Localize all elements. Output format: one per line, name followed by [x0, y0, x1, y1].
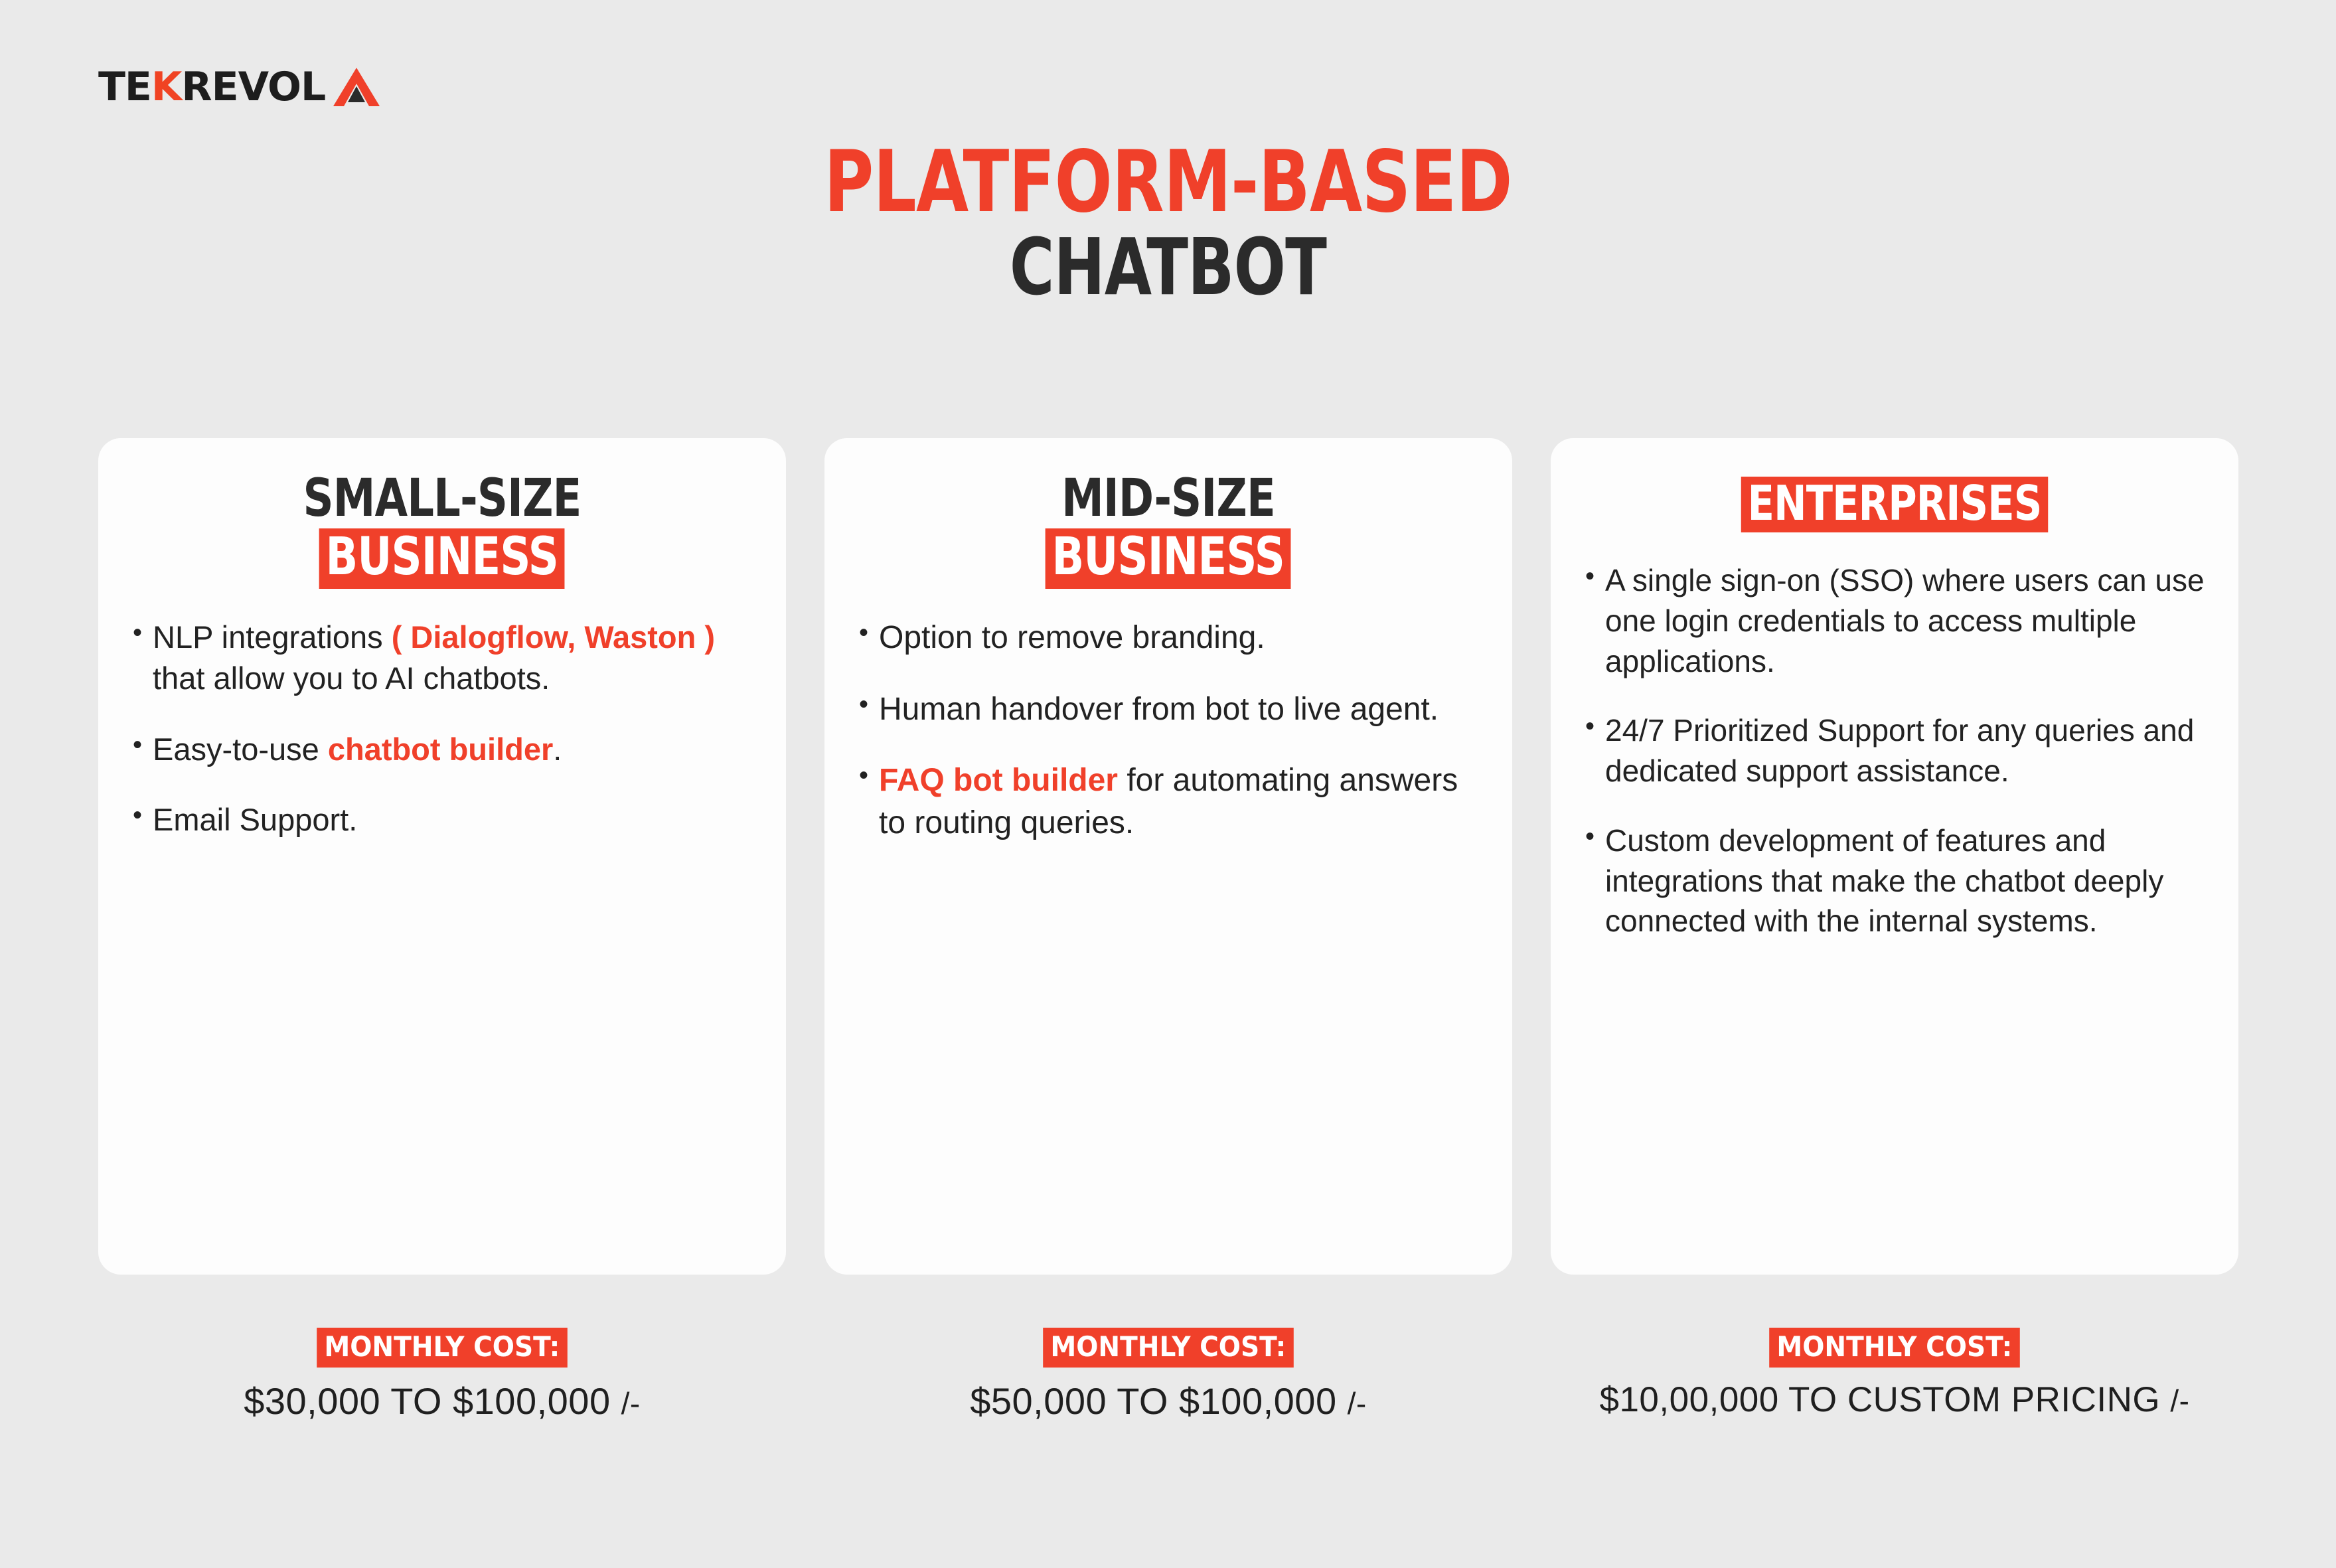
brand-name-part1: TE: [98, 64, 151, 110]
feature-text: Easy-to-use: [153, 731, 328, 767]
feature-list: [1583, 560, 2207, 941]
cost-label: MONTHLY COST:: [317, 1328, 567, 1368]
cost-value: [824, 1379, 1512, 1423]
tier-title-highlight: BUSINESS: [1046, 528, 1291, 589]
feature-text: for automating answers to routing queries.: [879, 763, 1458, 841]
tier-card-header: [1583, 473, 2207, 532]
feature-emphasis: ( Dialogflow, Waston ): [391, 619, 716, 655]
brand-name-part2: REVOL: [181, 64, 326, 110]
tier-card-header: [130, 469, 754, 589]
feature-text: that allow you to AI chatbots.: [153, 661, 550, 696]
feature-list: [856, 617, 1480, 844]
feature-list-item: [1583, 821, 2207, 941]
feature-list-item: [856, 688, 1480, 731]
tier-card-mid-size-business: [824, 438, 1512, 1275]
feature-emphasis: FAQ bot builder: [879, 763, 1118, 799]
cost-amount: $10,00,000 TO CUSTOM PRICING: [1599, 1380, 2161, 1419]
tier-card-small-size-business: [98, 438, 786, 1275]
feature-emphasis: chatbot builder: [327, 731, 554, 767]
feature-list-item: [856, 759, 1480, 844]
brand-logo: [98, 66, 381, 108]
feature-list-item: [130, 799, 754, 841]
page-title-line2: CHATBOT: [1009, 220, 1327, 313]
page-title-line1: PLATFORM-BASED: [824, 133, 1512, 232]
cost-suffix: /-: [621, 1386, 641, 1421]
page-title: [0, 133, 2336, 313]
tier-title-top: SMALL-SIZE: [303, 469, 582, 528]
cost-amount: $50,000 TO $100,000: [970, 1380, 1337, 1422]
tier-card-enterprises: [1551, 438, 2238, 1275]
brand-name-k: K: [151, 64, 182, 110]
feature-text: NLP integrations: [153, 619, 392, 655]
cost-amount: $30,000 TO $100,000: [244, 1380, 611, 1422]
cost-column-enterprises: [1551, 1328, 2238, 1423]
feature-text: A single sign-on (SSO) where users can use one login credentials to access multiple applications.: [1605, 563, 2205, 678]
cost-suffix: /-: [2170, 1383, 2190, 1418]
tier-title-highlight: BUSINESS: [319, 528, 565, 589]
feature-list: [130, 617, 754, 841]
feature-text: Option to remove branding.: [879, 619, 1265, 655]
tier-card-header: [856, 469, 1480, 589]
feature-text: 24/7 Prioritized Support for any queries and dedicated support assistance.: [1605, 713, 2195, 789]
triangle-logo-mark-icon: [332, 66, 381, 108]
cost-value: [1551, 1379, 2238, 1420]
feature-text: Custom development of features and integrations that make the chatbot deeply connected with the internal systems.: [1605, 823, 2164, 939]
feature-text: .: [553, 731, 562, 767]
cost-label: MONTHLY COST:: [1769, 1328, 2019, 1368]
feature-list-item: [856, 617, 1480, 659]
tier-title-top: MID-SIZE: [1061, 469, 1275, 528]
feature-list-item: [130, 729, 754, 771]
tier-title-highlight: ENTERPRISES: [1741, 477, 2049, 532]
tier-card-list: [98, 438, 2239, 1275]
cost-value: [98, 1379, 786, 1423]
brand-wordmark: [98, 64, 326, 110]
feature-list-item: [130, 617, 754, 700]
feature-list-item: [1583, 710, 2207, 791]
feature-list-item: [1583, 560, 2207, 681]
cost-label: MONTHLY COST:: [1043, 1328, 1293, 1368]
feature-text: Human handover from bot to live agent.: [879, 691, 1439, 727]
cost-column-mid-size-business: [824, 1328, 1512, 1423]
cost-suffix: /-: [1347, 1386, 1367, 1421]
monthly-cost-row: [98, 1328, 2239, 1423]
feature-text: Email Support.: [153, 802, 358, 838]
cost-column-small-size-business: [98, 1328, 786, 1423]
